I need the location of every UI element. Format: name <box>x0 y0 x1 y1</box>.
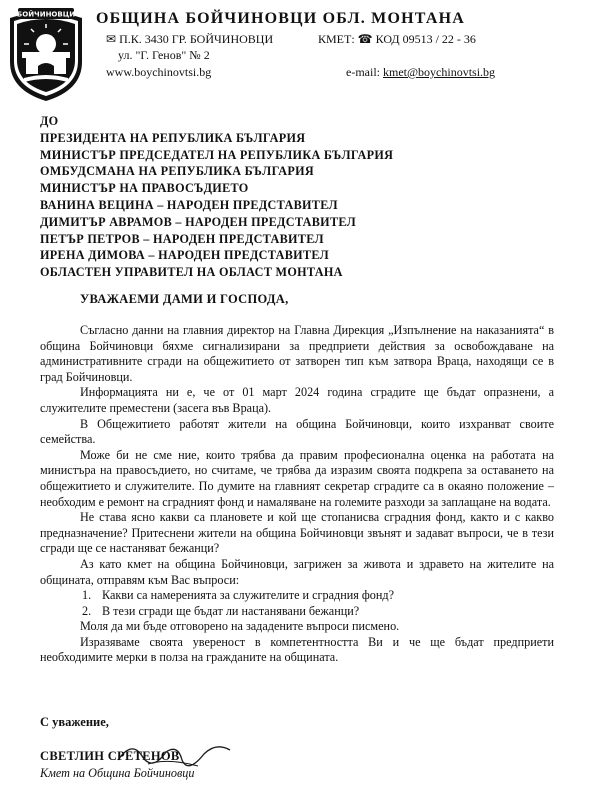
email-link[interactable]: kmet@boychinovtsi.bg <box>382 65 496 79</box>
addressee-line: ПРЕЗИДЕНТА НА РЕПУБЛИКА БЪЛГАРИЯ <box>40 130 306 145</box>
municipality-crest-logo <box>4 4 88 104</box>
body-paragraph: Може би не сме ние, които трябва да правим професионална оценка на работата на министъра на правосъдието, но считаме, че трябва да изразим своята подкрепа за оставането на общежитието и служителите. По думите на главният секретар сградите са в окаяно положение – необходим е ремонт на сградният фонд и намаляване на големите разходи за заплащане на водата. <box>40 447 554 509</box>
website-link[interactable]: www.boychinovtsi.bg <box>106 65 212 79</box>
municipality-title: ОБЩИНА БОЙЧИНОВЦИ ОБЛ. МОНТАНА <box>96 10 466 27</box>
letter-body <box>40 323 554 666</box>
body-paragraph: Моля да ми бъде отговорено на зададените въпроси писмено. <box>80 619 400 634</box>
question-item: 1. Какви са намеренията за служителите и сградния фонд? <box>82 588 395 603</box>
body-paragraph: Съгласно данни на главния директор на Главна Дирекция „Изпълнение на наказанията“ в община Бойчиновци бяхме сигнализирани за предприети действия за освобождаване на административните сгради на общежитието от затворен тип към затвора Враца, находящи се в град Бойчиновци. <box>40 323 554 384</box>
body-paragraph: В Общежитието работят жители на община Бойчиновци, които изхранват своите семейства. <box>40 416 554 447</box>
svg-text:БОЙЧИНОВЦИ: БОЙЧИНОВЦИ <box>16 10 76 19</box>
addressee-line: ИРЕНА ДИМОВА – НАРОДЕН ПРЕДСТАВИТЕЛ <box>40 248 329 263</box>
addressee-line: ВАНИНА ВЕЦИНА – НАРОДЕН ПРЕДСТАВИТЕЛ <box>40 197 338 212</box>
street-address: ул. "Г. Генов" № 2 <box>118 48 210 62</box>
addressee-line: МИНИСТЪР НА ПРАВОСЪДИЕТО <box>40 181 249 196</box>
body-paragraph: Изразяваме своята увереност в компетентността Ви и че ще бъдат предприети необходимите мерки в полза на гражданите на общината. <box>40 634 554 665</box>
addressee-line: МИНИСТЪР ПРЕДСЕДАТЕЛ НА РЕПУБЛИКА БЪЛГАРИЯ <box>40 147 394 162</box>
body-paragraph: Не става ясно какви са плановете и кой ще стопанисва сградния фонд, както и с какво предназначение? Притеснени жители на община Бойчиновци звънят и задават въпроси, че в тези сгради ще се настаняват бежанци? <box>40 510 554 556</box>
addressee-line: ОБЛАСТЕН УПРАВИТЕЛ НА ОБЛАСТ МОНТАНА <box>40 265 343 280</box>
addressee-line: ОМБУДСМАНА НА РЕПУБЛИКА БЪЛГАРИЯ <box>40 164 315 179</box>
mayor-phone: КМЕТ: ☎ КОД 09513 / 22 - 36 <box>318 32 476 46</box>
closing: С уважение, <box>40 715 109 729</box>
addressee-line: ПЕТЪР ПЕТРОВ – НАРОДЕН ПРЕДСТАВИТЕЛ <box>40 231 324 246</box>
body-paragraph: Информацията ни е, че от 01 март 2024 година сградите ще бъдат опразнени, а служителите преместени (засега във Враца). <box>40 385 554 415</box>
addressee-to: ДО <box>40 114 59 128</box>
postal-address: ✉ П.К. 3430 ГР. БОЙЧИНОВЦИ <box>106 32 274 46</box>
salutation: УВАЖАЕМИ ДАМИ И ГОСПОДА, <box>80 292 289 306</box>
addressee-block <box>40 113 600 281</box>
signer-role: Кмет на Община Бойчиновци <box>40 766 195 780</box>
body-paragraph: Аз като кмет на община Бойчиновци, загрижен за живота и здравето на жителите на общината, отправям към Вас въпроси: <box>40 556 554 587</box>
email-line: e-mail: kmet@boychinovtsi.bg <box>346 65 496 79</box>
signer-name: СВЕТЛИН СРЕТЕНОВ <box>40 749 180 763</box>
addressee-line: ДИМИТЪР АВРАМОВ – НАРОДЕН ПРЕДСТАВИТЕЛ <box>40 214 357 229</box>
envelope-icon: ✉ <box>106 32 117 46</box>
question-item: 2. В тези сгради ще бъдат ли настанявани бежанци? <box>82 603 360 618</box>
